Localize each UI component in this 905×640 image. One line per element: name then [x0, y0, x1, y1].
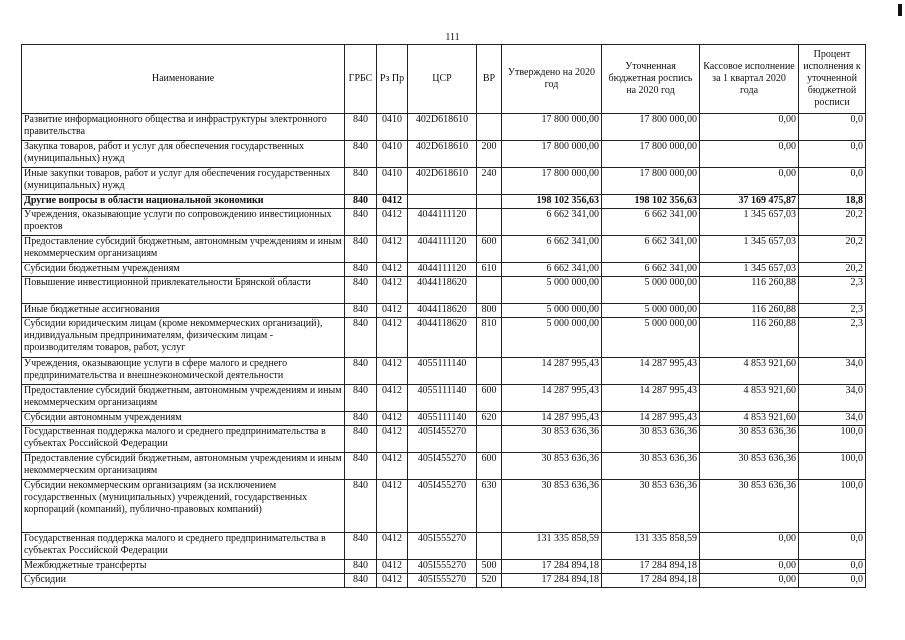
cell-approved: 5 000 000,00	[502, 277, 602, 304]
cell-name: Субсидии	[22, 574, 345, 588]
cell-csr: 402D618610	[408, 141, 477, 168]
cell-grbs: 840	[345, 574, 377, 588]
header-grbs: ГРБС	[345, 45, 377, 114]
header-percent: Процент исполнения к уточненной бюджетной росписи	[799, 45, 866, 114]
cell-vr: 240	[477, 168, 502, 195]
cell-percent: 2,3	[799, 277, 866, 304]
cell-cash: 0,00	[700, 168, 799, 195]
cell-approved: 30 853 636,36	[502, 426, 602, 453]
cell-cash: 116 260,88	[700, 304, 799, 318]
table-row	[22, 304, 866, 318]
cell-csr: 405I555270	[408, 533, 477, 560]
cell-rzpr: 0412	[377, 304, 408, 318]
table-row	[22, 263, 866, 277]
cell-refined: 6 662 341,00	[602, 263, 700, 277]
cell-cash: 0,00	[700, 141, 799, 168]
cell-cash: 37 169 475,87	[700, 195, 799, 209]
cell-csr: 405I555270	[408, 560, 477, 574]
cell-refined: 5 000 000,00	[602, 277, 700, 304]
cell-csr	[408, 195, 477, 209]
cell-percent: 100,0	[799, 426, 866, 453]
cell-vr: 610	[477, 263, 502, 277]
table-header-row	[22, 45, 866, 114]
cell-percent: 0,0	[799, 574, 866, 588]
header-rzpr: Рз Пр	[377, 45, 408, 114]
cell-grbs: 840	[345, 560, 377, 574]
cell-refined: 5 000 000,00	[602, 304, 700, 318]
cell-percent: 0,0	[799, 168, 866, 195]
header-vr: ВР	[477, 45, 502, 114]
table-row	[22, 114, 866, 141]
cell-approved: 5 000 000,00	[502, 304, 602, 318]
cell-cash: 0,00	[700, 533, 799, 560]
cell-percent: 0,0	[799, 533, 866, 560]
page-number: 111	[445, 32, 460, 43]
cell-csr: 4055111140	[408, 412, 477, 426]
cell-cash: 4 853 921,60	[700, 385, 799, 412]
cell-rzpr: 0412	[377, 236, 408, 263]
cell-csr: 4044111120	[408, 236, 477, 263]
cell-percent: 2,3	[799, 318, 866, 358]
header-csr: ЦСР	[408, 45, 477, 114]
cell-grbs: 840	[345, 318, 377, 358]
scan-mark	[898, 4, 902, 16]
cell-vr	[477, 358, 502, 385]
cell-name: Иные бюджетные ассигнования	[22, 304, 345, 318]
cell-refined: 17 284 894,18	[602, 574, 700, 588]
cell-refined: 17 800 000,00	[602, 168, 700, 195]
cell-name: Закупка товаров, работ и услуг для обеспечения государственных (муниципальных) нужд	[22, 141, 345, 168]
cell-rzpr: 0412	[377, 426, 408, 453]
cell-cash: 4 853 921,60	[700, 412, 799, 426]
cell-csr: 405I455270	[408, 426, 477, 453]
cell-approved: 6 662 341,00	[502, 263, 602, 277]
cell-csr: 4055111140	[408, 385, 477, 412]
cell-vr: 810	[477, 318, 502, 358]
header-refined: Уточненная бюджетная роспись на 2020 год	[602, 45, 700, 114]
cell-name: Предоставление субсидий бюджетным, автономным учреждениям и иным некоммерческим организациям	[22, 453, 345, 480]
cell-vr	[477, 114, 502, 141]
cell-grbs: 840	[345, 426, 377, 453]
cell-vr: 500	[477, 560, 502, 574]
cell-cash: 1 345 657,03	[700, 236, 799, 263]
cell-grbs: 840	[345, 209, 377, 236]
table-row	[22, 277, 866, 304]
cell-vr	[477, 209, 502, 236]
cell-rzpr: 0412	[377, 209, 408, 236]
cell-rzpr: 0410	[377, 168, 408, 195]
cell-csr: 405I455270	[408, 453, 477, 480]
cell-rzpr: 0412	[377, 277, 408, 304]
cell-cash: 30 853 636,36	[700, 426, 799, 453]
cell-approved: 17 800 000,00	[502, 168, 602, 195]
cell-percent: 2,3	[799, 304, 866, 318]
cell-name: Развитие информационного общества и инфраструктуры электронного правительства	[22, 114, 345, 141]
budget-table	[21, 44, 866, 588]
cell-refined: 6 662 341,00	[602, 236, 700, 263]
cell-approved: 198 102 356,63	[502, 195, 602, 209]
table-row	[22, 195, 866, 209]
cell-approved: 17 284 894,18	[502, 574, 602, 588]
cell-refined: 6 662 341,00	[602, 209, 700, 236]
cell-percent: 34,0	[799, 412, 866, 426]
cell-vr	[477, 277, 502, 304]
cell-approved: 6 662 341,00	[502, 236, 602, 263]
cell-rzpr: 0412	[377, 560, 408, 574]
cell-refined: 14 287 995,43	[602, 358, 700, 385]
cell-approved: 14 287 995,43	[502, 358, 602, 385]
cell-csr: 4055111140	[408, 358, 477, 385]
cell-approved: 30 853 636,36	[502, 480, 602, 533]
table-row	[22, 318, 866, 358]
table-row	[22, 385, 866, 412]
cell-rzpr: 0412	[377, 385, 408, 412]
cell-csr: 4044111120	[408, 263, 477, 277]
cell-cash: 116 260,88	[700, 277, 799, 304]
cell-vr	[477, 533, 502, 560]
cell-vr: 520	[477, 574, 502, 588]
cell-refined: 30 853 636,36	[602, 426, 700, 453]
table-row	[22, 236, 866, 263]
cell-grbs: 840	[345, 385, 377, 412]
cell-cash: 0,00	[700, 574, 799, 588]
cell-name: Другие вопросы в области национальной экономики	[22, 195, 345, 209]
cell-cash: 0,00	[700, 114, 799, 141]
cell-percent: 100,0	[799, 453, 866, 480]
cell-refined: 14 287 995,43	[602, 412, 700, 426]
cell-cash: 116 260,88	[700, 318, 799, 358]
cell-cash: 0,00	[700, 560, 799, 574]
cell-grbs: 840	[345, 141, 377, 168]
cell-rzpr: 0412	[377, 412, 408, 426]
cell-cash: 1 345 657,03	[700, 263, 799, 277]
cell-percent: 0,0	[799, 560, 866, 574]
cell-vr: 600	[477, 385, 502, 412]
cell-rzpr: 0412	[377, 263, 408, 277]
table-row	[22, 533, 866, 560]
cell-rzpr: 0412	[377, 318, 408, 358]
cell-name: Учреждения, оказывающие услуги в сфере малого и среднего предпринимательства и внешнеэкономической деятельности	[22, 358, 345, 385]
cell-grbs: 840	[345, 358, 377, 385]
cell-refined: 30 853 636,36	[602, 453, 700, 480]
cell-percent: 100,0	[799, 480, 866, 533]
cell-cash: 4 853 921,60	[700, 358, 799, 385]
cell-refined: 30 853 636,36	[602, 480, 700, 533]
cell-approved: 17 284 894,18	[502, 560, 602, 574]
table-row	[22, 209, 866, 236]
cell-grbs: 840	[345, 114, 377, 141]
cell-grbs: 840	[345, 168, 377, 195]
cell-csr: 4044118620	[408, 277, 477, 304]
header-approved: Утверждено на 2020 год	[502, 45, 602, 114]
cell-csr: 4044118620	[408, 318, 477, 358]
cell-approved: 14 287 995,43	[502, 412, 602, 426]
cell-refined: 5 000 000,00	[602, 318, 700, 358]
table-row	[22, 574, 866, 588]
cell-approved: 14 287 995,43	[502, 385, 602, 412]
cell-approved: 17 800 000,00	[502, 141, 602, 168]
cell-rzpr: 0412	[377, 574, 408, 588]
table-row	[22, 480, 866, 533]
cell-rzpr: 0412	[377, 358, 408, 385]
cell-grbs: 840	[345, 304, 377, 318]
cell-refined: 131 335 858,59	[602, 533, 700, 560]
cell-grbs: 840	[345, 453, 377, 480]
cell-vr: 600	[477, 453, 502, 480]
table-row	[22, 560, 866, 574]
cell-rzpr: 0412	[377, 533, 408, 560]
cell-vr: 600	[477, 236, 502, 263]
cell-grbs: 840	[345, 277, 377, 304]
cell-rzpr: 0412	[377, 453, 408, 480]
cell-name: Субсидии юридическим лицам (кроме некоммерческих организаций), индивидуальным предпринимателям, физическим лицам - производителям товаров, работ, услуг	[22, 318, 345, 358]
cell-percent: 0,0	[799, 114, 866, 141]
cell-name: Государственная поддержка малого и среднего предпринимательства в субъектах Российской Федерации	[22, 426, 345, 453]
cell-name: Межбюджетные трансферты	[22, 560, 345, 574]
cell-vr	[477, 195, 502, 209]
cell-name: Субсидии бюджетным учреждениям	[22, 263, 345, 277]
cell-percent: 34,0	[799, 358, 866, 385]
cell-rzpr: 0412	[377, 480, 408, 533]
cell-percent: 18,8	[799, 195, 866, 209]
cell-csr: 4044111120	[408, 209, 477, 236]
header-name: Наименование	[22, 45, 345, 114]
cell-csr: 405I455270	[408, 480, 477, 533]
cell-grbs: 840	[345, 412, 377, 426]
cell-rzpr: 0410	[377, 141, 408, 168]
cell-approved: 6 662 341,00	[502, 209, 602, 236]
cell-refined: 17 284 894,18	[602, 560, 700, 574]
cell-csr: 402D618610	[408, 114, 477, 141]
cell-refined: 17 800 000,00	[602, 141, 700, 168]
cell-vr: 620	[477, 412, 502, 426]
cell-approved: 17 800 000,00	[502, 114, 602, 141]
cell-vr: 800	[477, 304, 502, 318]
cell-rzpr: 0410	[377, 114, 408, 141]
cell-percent: 20,2	[799, 209, 866, 236]
cell-refined: 198 102 356,63	[602, 195, 700, 209]
cell-refined: 17 800 000,00	[602, 114, 700, 141]
cell-csr: 4044118620	[408, 304, 477, 318]
cell-cash: 1 345 657,03	[700, 209, 799, 236]
cell-name: Государственная поддержка малого и среднего предпринимательства в субъектах Российской Федерации	[22, 533, 345, 560]
table-row	[22, 141, 866, 168]
cell-grbs: 840	[345, 195, 377, 209]
cell-name: Предоставление субсидий бюджетным, автономным учреждениям и иным некоммерческим организациям	[22, 236, 345, 263]
cell-name: Повышение инвестиционной привлекательности Брянской области	[22, 277, 345, 304]
cell-csr: 405I555270	[408, 574, 477, 588]
cell-name: Субсидии некоммерческим организациям (за исключением государственных (муниципальных) учреждений, государственных корпораций (компаний), публично-правовых компаний)	[22, 480, 345, 533]
cell-approved: 30 853 636,36	[502, 453, 602, 480]
cell-percent: 0,0	[799, 141, 866, 168]
cell-vr: 200	[477, 141, 502, 168]
table-row	[22, 426, 866, 453]
cell-csr: 402D618610	[408, 168, 477, 195]
cell-approved: 131 335 858,59	[502, 533, 602, 560]
cell-percent: 20,2	[799, 236, 866, 263]
cell-grbs: 840	[345, 480, 377, 533]
cell-percent: 34,0	[799, 385, 866, 412]
cell-name: Учреждения, оказывающие услуги по сопровождению инвестиционных проектов	[22, 209, 345, 236]
cell-vr: 630	[477, 480, 502, 533]
header-cash: Кассовое исполнение за 1 квартал 2020 года	[700, 45, 799, 114]
table-row	[22, 412, 866, 426]
cell-grbs: 840	[345, 236, 377, 263]
cell-cash: 30 853 636,36	[700, 480, 799, 533]
cell-cash: 30 853 636,36	[700, 453, 799, 480]
table-body	[22, 114, 866, 588]
table-row	[22, 168, 866, 195]
table-row	[22, 453, 866, 480]
cell-approved: 5 000 000,00	[502, 318, 602, 358]
cell-name: Предоставление субсидий бюджетным, автономным учреждениям и иным некоммерческим организациям	[22, 385, 345, 412]
table-row	[22, 358, 866, 385]
cell-name: Субсидии автономным учреждениям	[22, 412, 345, 426]
cell-grbs: 840	[345, 263, 377, 277]
cell-vr	[477, 426, 502, 453]
cell-name: Иные закупки товаров, работ и услуг для обеспечения государственных (муниципальных) нужд	[22, 168, 345, 195]
cell-percent: 20,2	[799, 263, 866, 277]
cell-grbs: 840	[345, 533, 377, 560]
cell-rzpr: 0412	[377, 195, 408, 209]
cell-refined: 14 287 995,43	[602, 385, 700, 412]
